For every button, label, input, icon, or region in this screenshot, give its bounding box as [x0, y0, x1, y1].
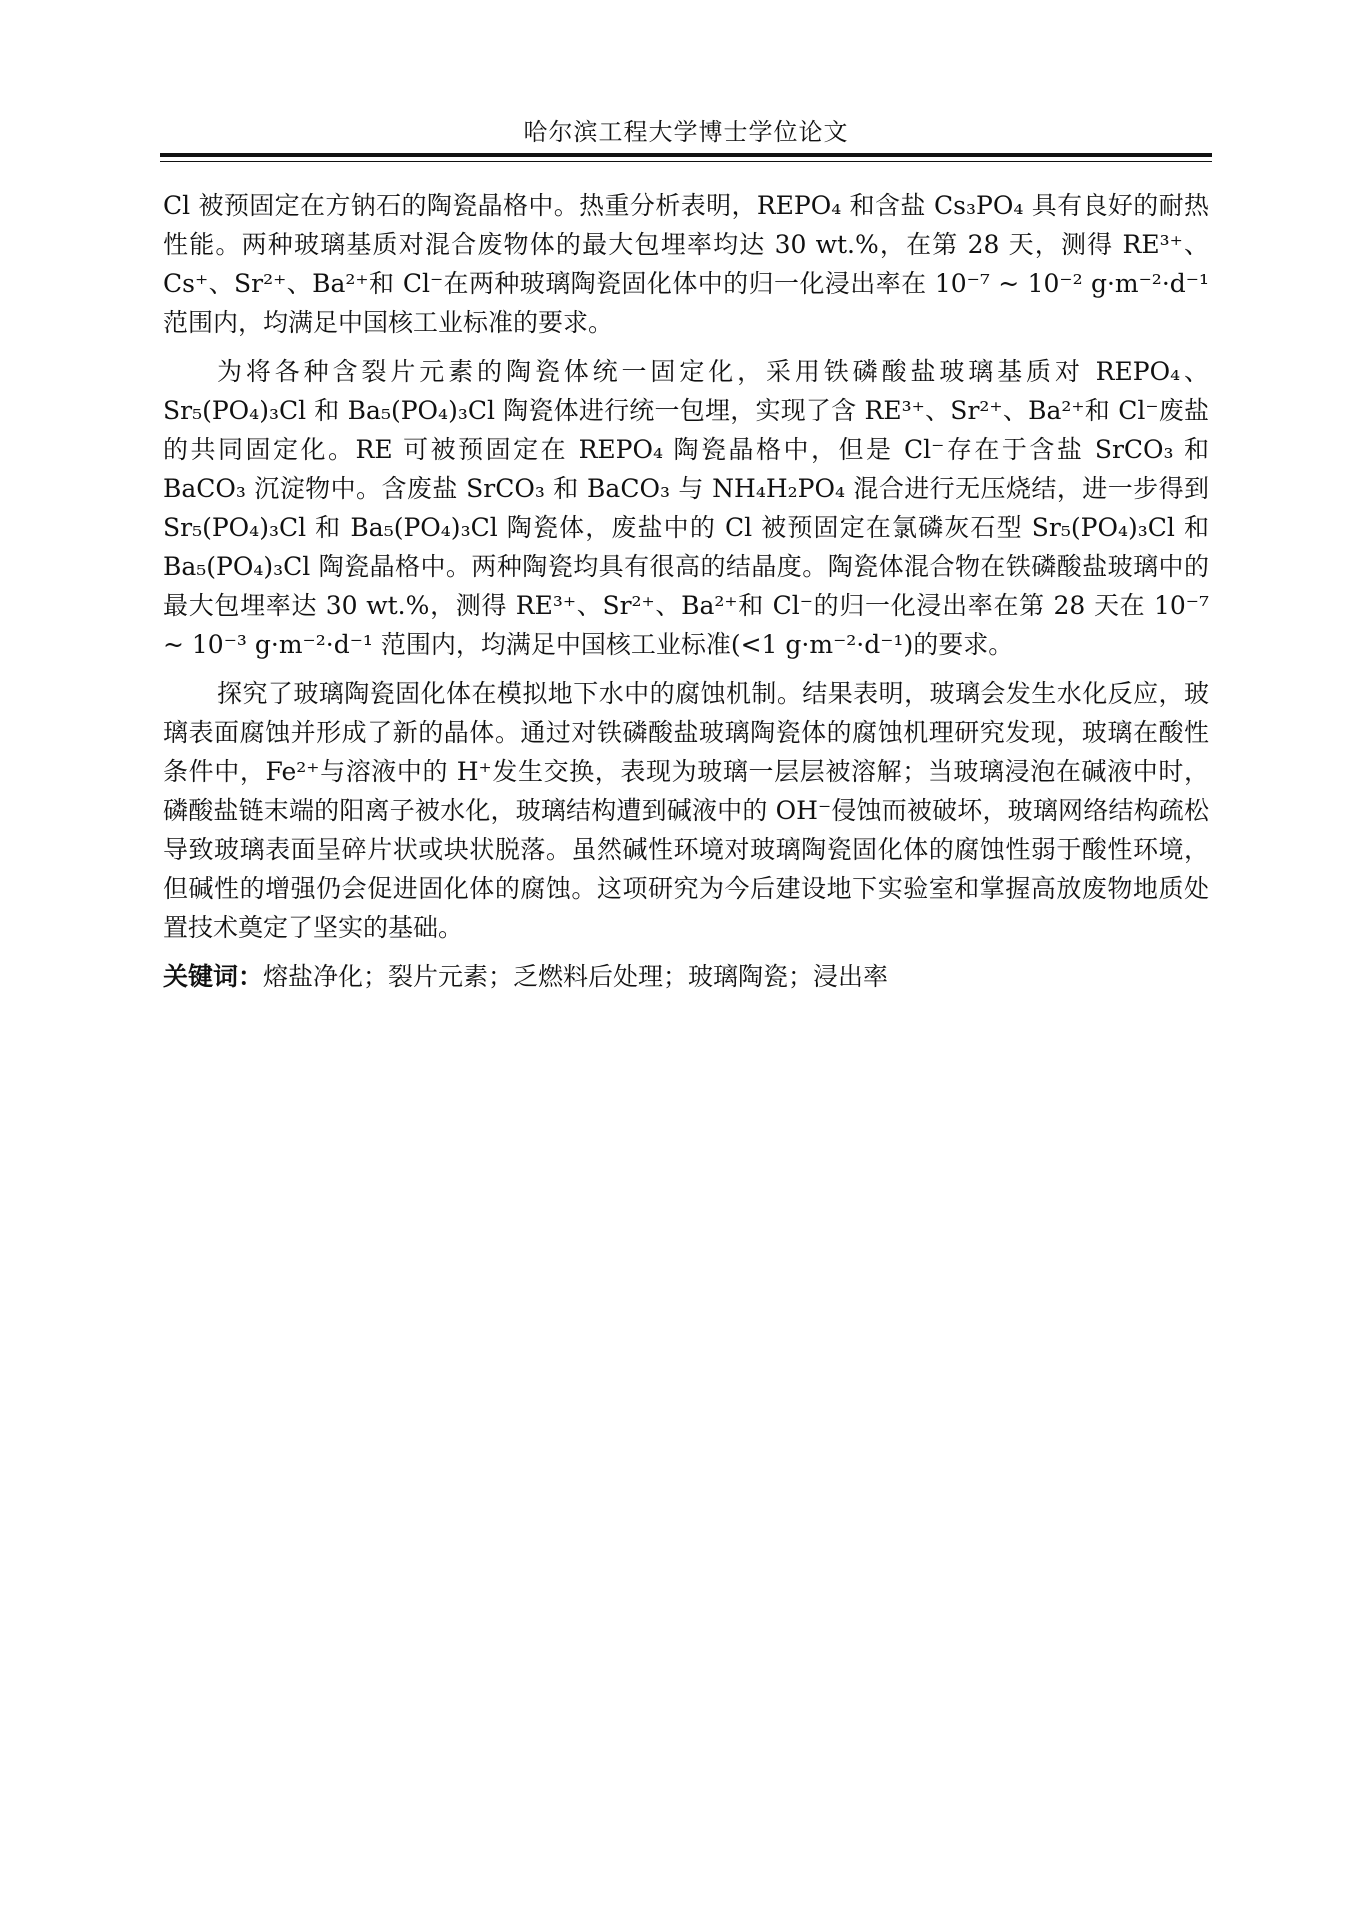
paragraph-1-text: Cl 被预固定在方钠石的陶瓷晶格中。热重分析表明，REPO₄ 和含盐 Cs₃PO₄ 具有良好的耐热性能。两种玻璃基质对混合废物体的最大包埋率均达 30 wt.%，在第 28 天，测得 RE³⁺、Cs⁺、Sr²⁺、Ba²⁺和 Cl⁻在两种玻璃陶瓷固化体中的归一化浸出率在 10⁻⁷ ~ 10⁻² g·m⁻²·d⁻¹ 范围内，均满足中国核工业标准的要求。: [163, 191, 1209, 337]
keywords-label: 关键词：: [163, 962, 264, 991]
paragraph-3-text: 探究了玻璃陶瓷固化体在模拟地下水中的腐蚀机制。结果表明，玻璃会发生水化反应，玻璃表面腐蚀并形成了新的晶体。通过对铁磷酸盐玻璃陶瓷体的腐蚀机理研究发现，玻璃在酸性条件中，Fe²⁺与溶液中的 H⁺发生交换，表现为玻璃一层层被溶解；当玻璃浸泡在碱液中时，磷酸盐链末端的阳离子被水化，玻璃结构遭到碱液中的 OH⁻侵蚀而被破坏，玻璃网络结构疏松导致玻璃表面呈碎片状或块状脱落。虽然碱性环境对玻璃陶瓷固化体的腐蚀性弱于酸性环境，但碱性的增强仍会促进固化体的腐蚀。这项研究为今后建设地下实验室和掌握高放废物地质处置技术奠定了坚实的基础。: [163, 679, 1209, 942]
paragraph-2-text: 为将各种含裂片元素的陶瓷体统一固定化，采用铁磷酸盐玻璃基质对 REPO₄、Sr₅(PO₄)₃Cl 和 Ba₅(PO₄)₃Cl 陶瓷体进行统一包埋，实现了含 RE³⁺、Sr²⁺、Ba²⁺和 Cl⁻废盐的共同固定化。RE 可被预固定在 REPO₄ 陶瓷晶格中，但是 Cl⁻存在于含盐 SrCO₃ 和 BaCO₃ 沉淀物中。含废盐 SrCO₃ 和 BaCO₃ 与 NH₄H₂PO₄ 混合进行无压烧结，进一步得到 Sr₅(PO₄)₃Cl 和 Ba₅(PO₄)₃Cl 陶瓷体，废盐中的 Cl 被预固定在氯磷灰石型 Sr₅(PO₄)₃Cl 和 Ba₅(PO₄)₃Cl 陶瓷晶格中。两种陶瓷均具有很高的结晶度。陶瓷体混合物在铁磷酸盐玻璃中的最大包埋率达 30 wt.%，测得 RE³⁺、Sr²⁺、Ba²⁺和 Cl⁻的归一化浸出率在第 28 天在 10⁻⁷ ~ 10⁻³ g·m⁻²·d⁻¹ 范围内，均满足中国核工业标准(<1 g·m⁻²·d⁻¹)的要求。: [163, 357, 1209, 659]
running-header: 哈尔滨工程大学博士学位论文: [523, 118, 849, 146]
body-text: [163, 186, 1209, 1006]
paragraph-1: [163, 186, 1209, 342]
header-rule-thin: [160, 161, 1212, 162]
paragraph-3: [163, 674, 1209, 947]
header-rule-thick: [160, 153, 1212, 157]
keywords-line: [163, 957, 1209, 996]
paragraph-2: [163, 352, 1209, 664]
keywords-text: 熔盐净化；裂片元素；乏燃料后处理；玻璃陶瓷；浸出率: [263, 962, 889, 991]
